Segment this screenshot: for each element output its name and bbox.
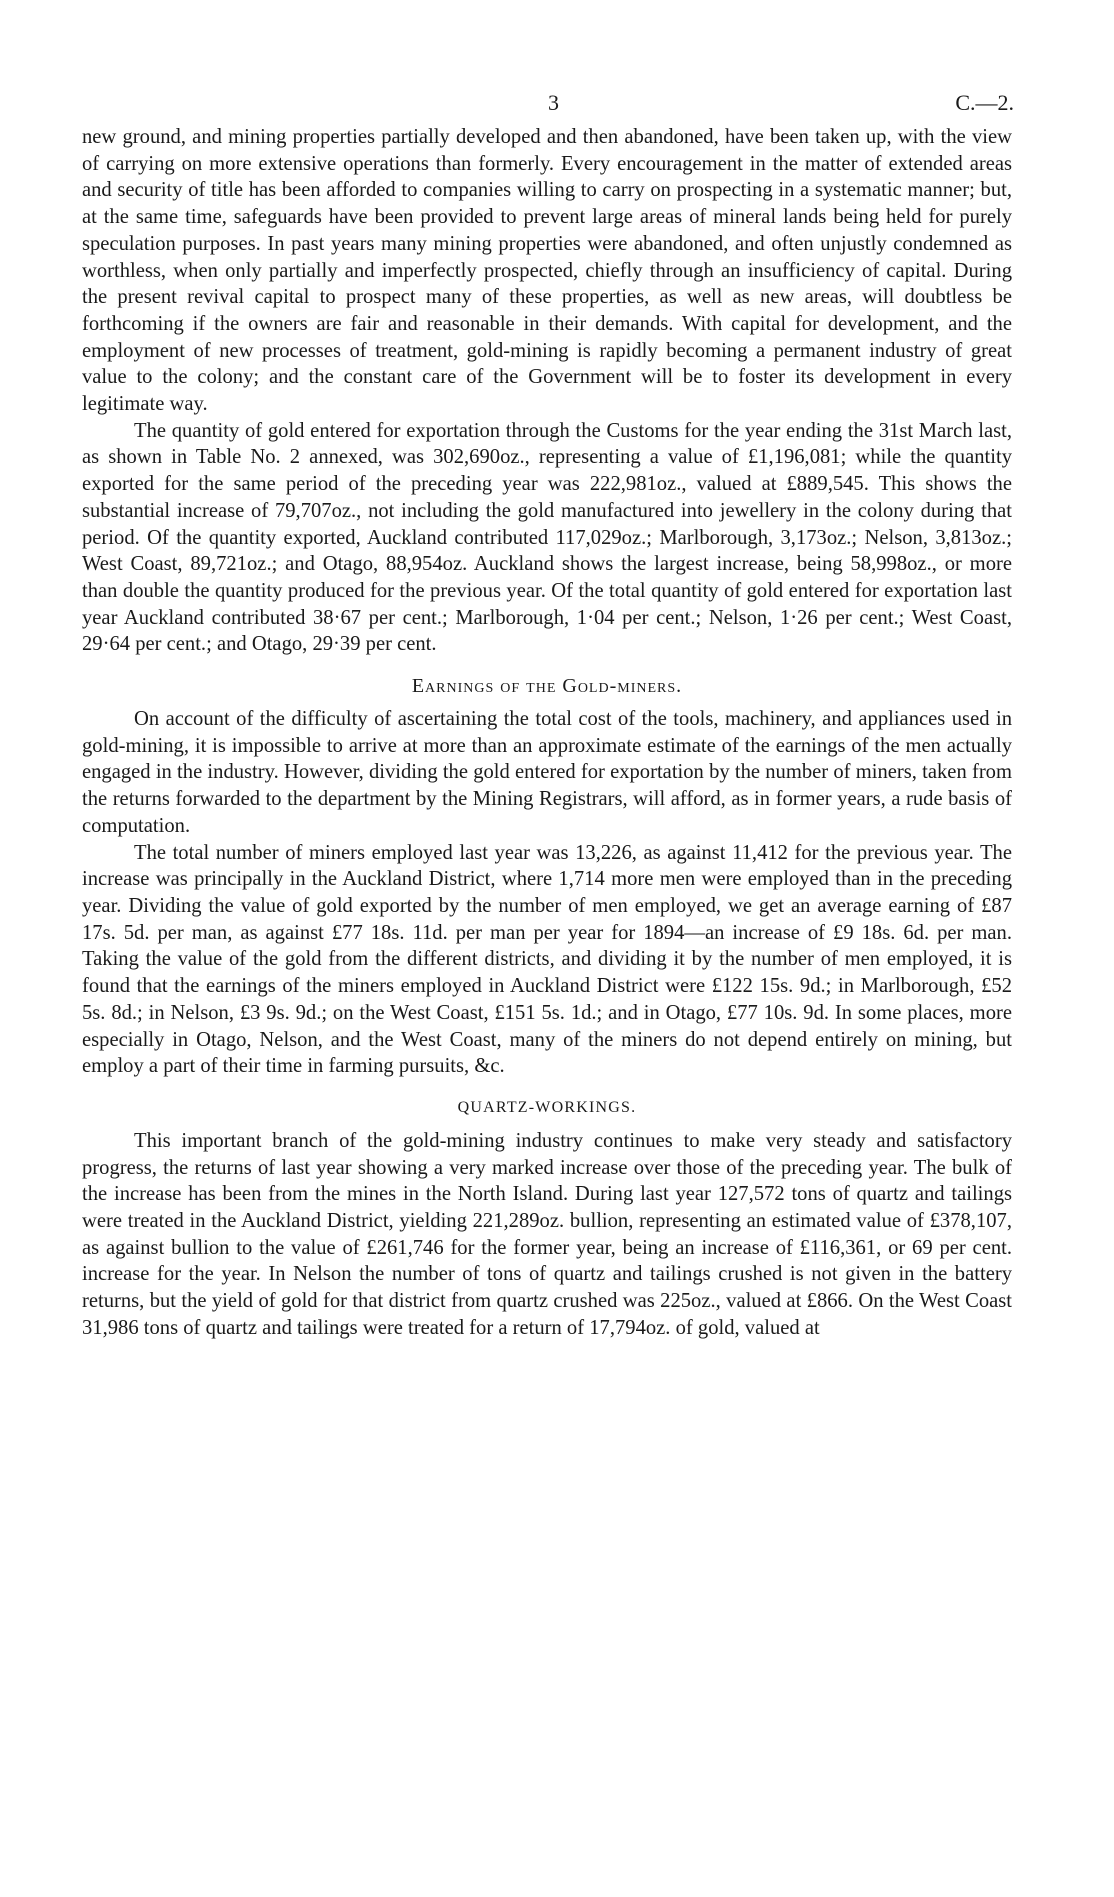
section-heading-quartz: QUARTZ-WORKINGS.: [457, 1098, 637, 1116]
running-header: [82, 90, 1012, 124]
paragraph-earnings-method: On account of the difficulty of ascertaining the total cost of the tools, machinery, and appliances used in gold-mining, it is impossible to arrive at more than an approximate estimate of the earnings of the men actually engaged in the industry. However, dividing the gold entered for exportation by the number of miners, taken from the returns forwarded to the department by the Mining Registrars, will afford, as in former years, a rude basis of computation.: [82, 708, 1012, 837]
paragraph-miners-employed: The total number of miners employed last year was 13,226, as against 11,412 for the previous year. The increase was principally in the Auckland District, where 1,714 more men were employed than in the preceding year. Dividing the value of gold exported by the number of men employed, we get an average earning of £87 17s. 5d. per man, as against £77 18s. 11d. per man per year for 1894—an increase of £9 18s. 6d. per man. Taking the value of the gold from the different districts, and dividing it by the number of men employed, it is found that the earnings of the miners employed in Auckland District were £122 15s. 9d.; in Marlborough, £52 5s. 8d.; in Nelson, £3 9s. 9d.; on the West Coast, £151 5s. 1d.; and in Otago, £77 10s. 9d. In some places, more especially in Otago, Nelson, and the West Coast, many of the miners do not depend entirely on mining, but employ a part of their time in farming pursuits, &c.: [82, 841, 1012, 1078]
document-reference: C.—2.: [955, 90, 1014, 115]
document-page: [82, 90, 1012, 1342]
paragraph-continuation: new ground, and mining properties partially developed and then abandoned, have been taken up, with the view of carrying on more extensive operations than formerly. Every encouragement in the matter of extended areas and security of title has been afforded to companies willing to carry on prospecting in a systematic manner; but, at the same time, safeguards have been provided to prevent large areas of mineral lands being held for purely speculation purposes. In past years many mining properties were abandoned, and often unjustly condemned as worthless, when only partially and imperfectly prospected, chiefly through an insufficiency of capital. During the present revival capital to prospect many of these properties, as well as new areas, will doubtless be forthcoming if the owners are fair and reasonable in their demands. With capital for development, and the employment of new processes of treatment, gold-mining is rapidly becoming a permanent industry of great value to the colony; and the constant care of the Government will be to foster its development in every legitimate way.: [82, 126, 1012, 416]
paragraph-gold-exports: The quantity of gold entered for exportation through the Customs for the year ending the 31st March last, as shown in Table No. 2 annexed, was 302,690oz., representing a value of £1,196,081; while the quantity exported for the same period of the preceding year was 222,981oz., valued at £889,545. This shows the substantial increase of 79,707oz., not including the gold manufactured into jewellery in the colony during that period. Of the quantity exported, Auckland contributed 117,029oz.; Marlborough, 3,173oz.; Nelson, 3,813oz.; West Coast, 89,721oz.; and Otago, 88,954oz. Auckland shows the largest increase, being 58,998oz., or more than double the quantity produced for the previous year. Of the total quantity of gold entered for exportation last year Auckland contributed 38·67 per cent.; Marlborough, 1·04 per cent.; Nelson, 1·26 per cent.; West Coast, 29·64 per cent.; and Otago, 29·39 per cent.: [82, 419, 1012, 656]
paragraph-quartz-workings: This important branch of the gold-mining industry continues to make very steady and satisfactory progress, the returns of last year showing a very marked increase over those of the preceding year. The bulk of the increase has been from the mines in the North Island. During last year 127,572 tons of quartz and tailings were treated in the Auckland District, yielding 221,289oz. bullion, representing an estimated value of £378,107, as against bullion to the value of £261,746 for the former year, being an increase of £116,361, or 69 per cent. increase for the year. In Nelson the number of tons of quartz and tailings crushed is not given in the battery returns, but the yield of gold for that district from quartz crushed was 225oz., valued at £866. On the West Coast 31,986 tons of quartz and tailings were treated for a return of 17,794oz. of gold, valued at: [82, 1129, 1012, 1339]
section-heading-earnings: Earnings of the Gold-miners.: [411, 675, 683, 698]
page-number: 3: [548, 90, 559, 115]
